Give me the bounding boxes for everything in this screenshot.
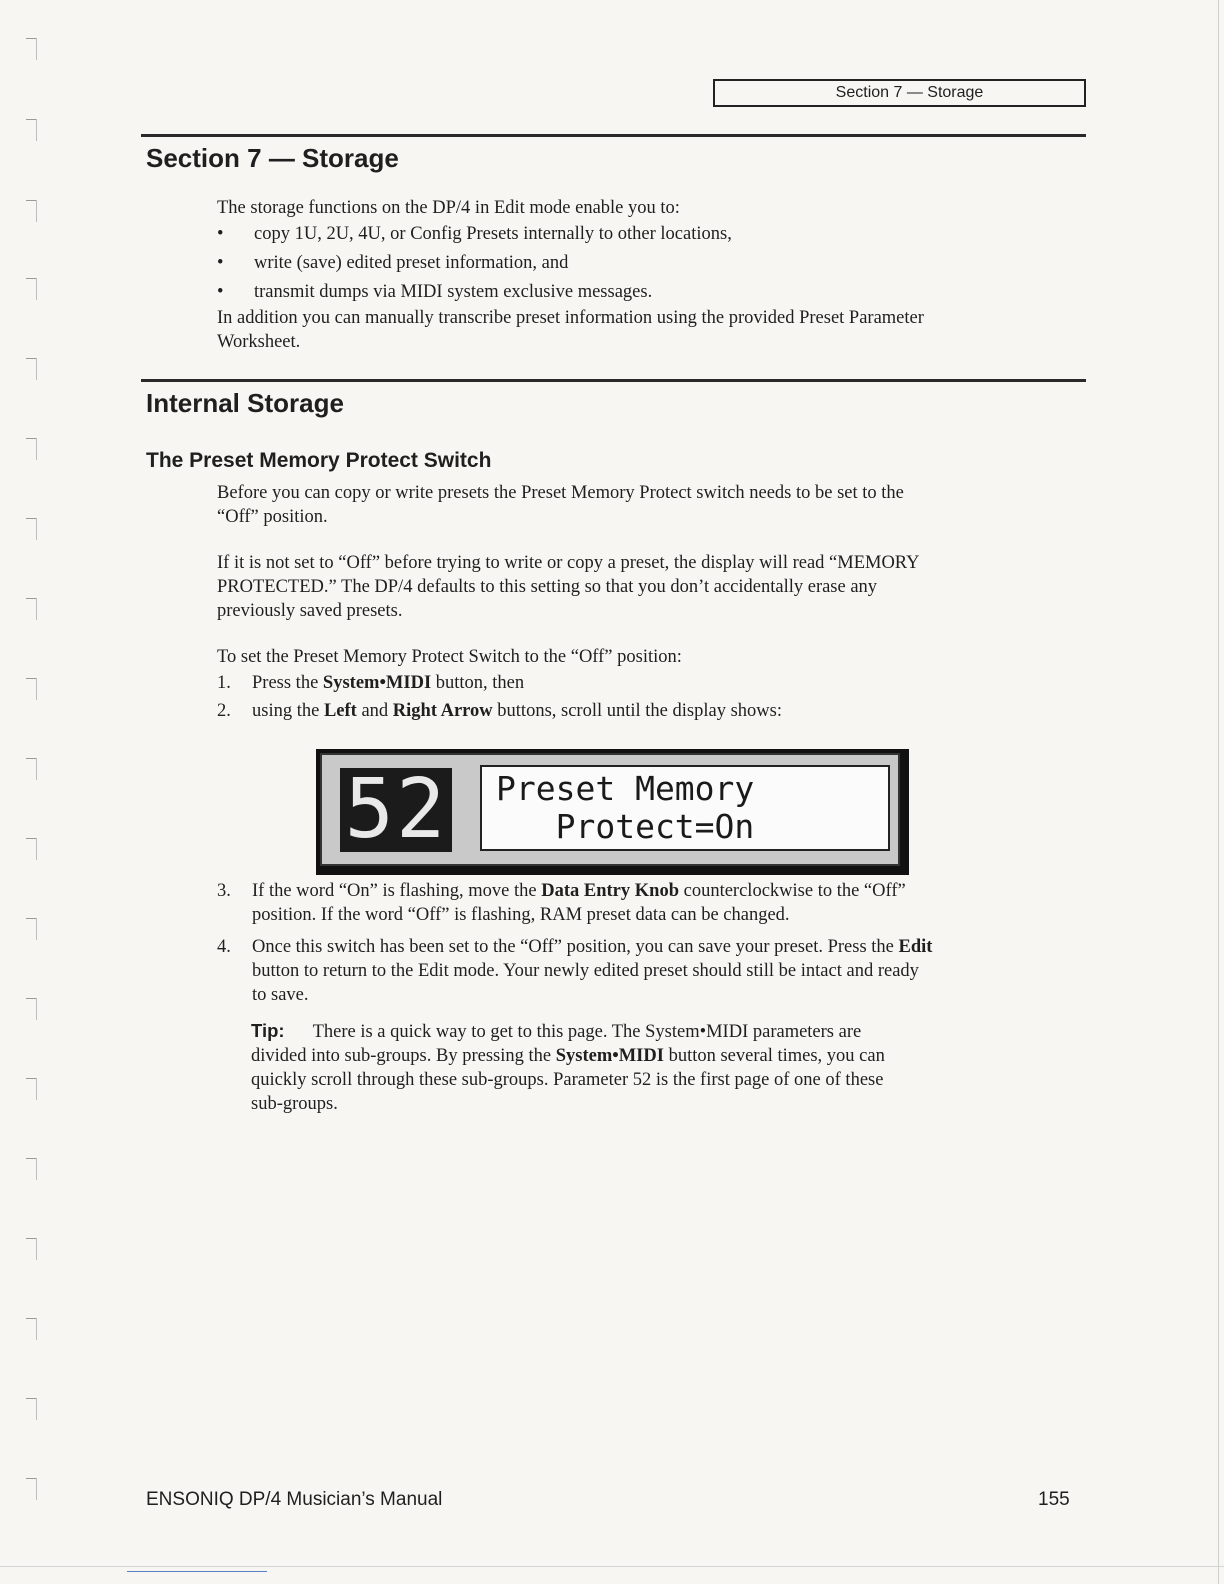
section-rule bbox=[141, 134, 1086, 137]
step-bold: Edit bbox=[898, 937, 933, 957]
step-text: Press the bbox=[252, 673, 323, 693]
step-2 bbox=[217, 699, 1087, 723]
step-4 bbox=[217, 935, 1087, 1007]
step-number: 3. bbox=[217, 881, 231, 901]
lcd-text-panel bbox=[480, 765, 890, 851]
intro-text: The storage functions on the DP/4 in Edit mode enable you to: bbox=[217, 198, 680, 218]
footer-manual-title: ENSONIQ DP/4 Musician’s Manual bbox=[146, 1489, 443, 1510]
bullet-dot: • bbox=[217, 224, 224, 244]
tip-text: sub-groups. bbox=[251, 1094, 338, 1114]
tip-text: divided into sub-groups. By pressing the bbox=[251, 1046, 556, 1066]
steps-continued bbox=[217, 879, 1087, 1007]
section-intro-block bbox=[217, 196, 1077, 354]
paragraph-line: “Off” position. bbox=[217, 507, 328, 527]
section-title: Section 7 — Storage bbox=[146, 143, 399, 173]
bullet-text: copy 1U, 2U, 4U, or Config Presets internally to other locations, bbox=[254, 224, 732, 244]
tip-block bbox=[251, 1019, 1051, 1116]
lcd-display bbox=[316, 749, 909, 875]
step-text: If the word “On” is flashing, move the bbox=[252, 881, 542, 901]
step-text: Once this switch has been set to the “Off” position, you can save your preset. Press the bbox=[252, 937, 899, 957]
paragraph-line: previously saved presets. bbox=[217, 601, 403, 621]
bullet-text: write (save) edited preset information, and bbox=[254, 253, 569, 273]
step-text: and bbox=[356, 701, 393, 721]
tip-text: button several times, you can bbox=[663, 1046, 885, 1066]
tip-bold: System•MIDI bbox=[555, 1046, 664, 1066]
step-text: button, then bbox=[431, 673, 525, 693]
protect-paragraphs bbox=[217, 481, 1087, 723]
running-header-text: Section 7 — Storage bbox=[835, 84, 984, 101]
step-1 bbox=[217, 671, 1087, 695]
bullet-dot: • bbox=[217, 253, 224, 273]
internal-rule bbox=[141, 379, 1086, 382]
step-text: button to return to the Edit mode. Your newly edited preset should still be intact and ready bbox=[252, 961, 919, 981]
bottom-edge bbox=[0, 1566, 1224, 1567]
step-3 bbox=[217, 879, 1087, 927]
bullet-item bbox=[217, 251, 1077, 275]
tip-text: There is a quick way to get to this page. The System•MIDI parameters are bbox=[312, 1022, 862, 1042]
bottom-link-line bbox=[127, 1571, 267, 1572]
step-bold: Right Arrow bbox=[392, 701, 493, 721]
paragraph-line: PROTECTED.” The DP/4 defaults to this setting so that you don’t accidentally erase any bbox=[217, 577, 878, 597]
paragraph-line: If it is not set to “Off” before trying to write or copy a preset, the display will read “MEMORY bbox=[217, 553, 920, 573]
paragraph-line: To set the Preset Memory Protect Switch to the “Off” position: bbox=[217, 647, 682, 667]
page-edge bbox=[1218, 0, 1219, 1584]
step-bold: Left bbox=[323, 701, 357, 721]
bullet-dot: • bbox=[217, 282, 224, 302]
running-header bbox=[713, 79, 1086, 107]
step-text: position. If the word “Off” is flashing, RAM preset data can be changed. bbox=[252, 905, 790, 925]
bullet-text: transmit dumps via MIDI system exclusive messages. bbox=[254, 282, 653, 302]
step-text: buttons, scroll until the display shows: bbox=[492, 701, 782, 721]
lcd-parameter-number: 52 bbox=[340, 768, 452, 852]
addition-line: In addition you can manually transcribe preset information using the provided Preset Parameter bbox=[217, 308, 924, 328]
lcd-line-2: Protect=On bbox=[496, 807, 755, 846]
tip-text: quickly scroll through these sub-groups. Parameter 52 is the first page of one of these bbox=[251, 1070, 884, 1090]
subsection-title: The Preset Memory Protect Switch bbox=[146, 449, 492, 472]
lcd-line-1: Preset Memory bbox=[496, 769, 755, 808]
bullet-item bbox=[217, 280, 1077, 304]
step-text: using the bbox=[252, 701, 324, 721]
step-text: to save. bbox=[252, 985, 309, 1005]
addition-line: Worksheet. bbox=[217, 332, 301, 352]
step-bold: Data Entry Knob bbox=[541, 881, 679, 901]
page-number: 155 bbox=[1038, 1489, 1070, 1510]
bullet-item bbox=[217, 222, 1077, 246]
paragraph-line: Before you can copy or write presets the Preset Memory Protect switch needs to be set to the bbox=[217, 483, 904, 503]
tip-label: Tip: bbox=[251, 1020, 285, 1041]
step-number: 4. bbox=[217, 937, 231, 957]
internal-storage-title: Internal Storage bbox=[146, 388, 344, 418]
step-number: 2. bbox=[217, 701, 231, 721]
step-number: 1. bbox=[217, 673, 231, 693]
lcd-frame bbox=[320, 753, 900, 866]
step-text: counterclockwise to the “Off” bbox=[679, 881, 906, 901]
step-bold: System•MIDI bbox=[322, 673, 432, 693]
